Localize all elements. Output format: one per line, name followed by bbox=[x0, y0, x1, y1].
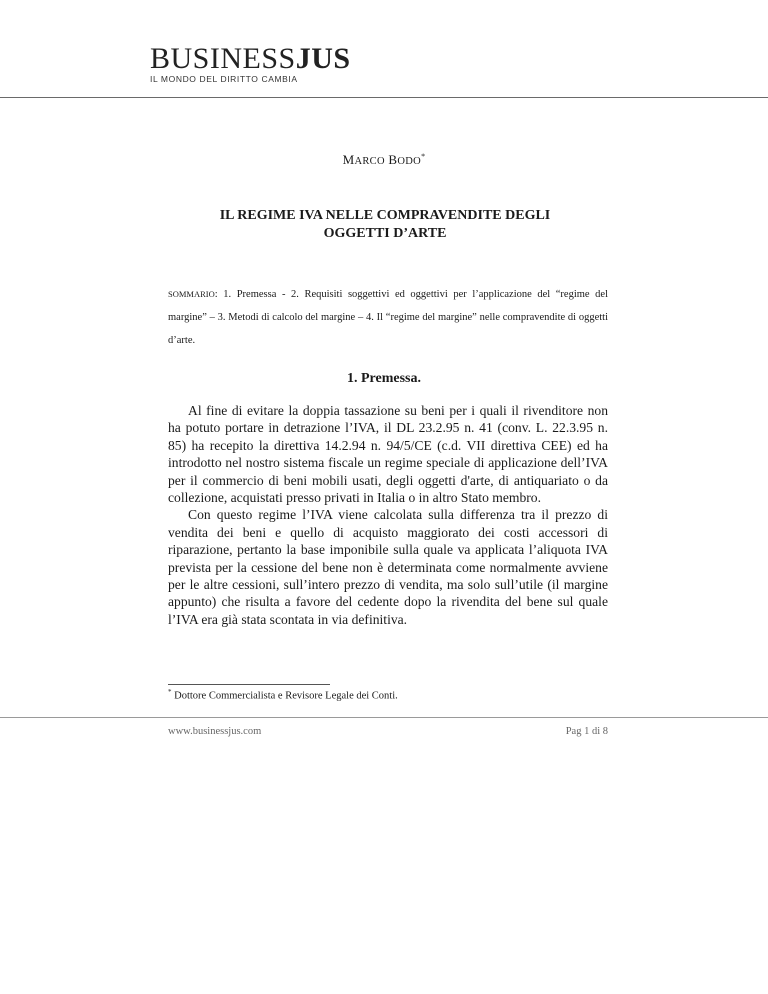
title-line-2: OGGETTI D’ARTE bbox=[323, 226, 447, 241]
businessjus-logo bbox=[150, 44, 351, 84]
header-divider bbox=[0, 97, 768, 98]
author-line bbox=[0, 152, 768, 168]
footnote bbox=[168, 688, 398, 702]
summary-text: : 1. Premessa - 2. Requisiti soggettivi ed oggettivi per l’applicazione del “regime del margine” – 3. Metodi di calcolo del margine – 4. Il “regime del margine” nelle compravendite di oggetti d’arte. bbox=[168, 289, 608, 346]
footnote-text: Dottore Commercialista e Revisore Legale dei Conti. bbox=[174, 690, 398, 702]
summary-label: SOMMARIO bbox=[168, 289, 215, 299]
title-line-1: IL REGIME IVA NELLE COMPRAVENDITE DEGLI bbox=[219, 208, 551, 223]
body-text bbox=[168, 402, 608, 628]
footnote-mark: * bbox=[168, 688, 172, 696]
footer-divider bbox=[0, 717, 768, 718]
logo-tagline: IL MONDO DEL DIRITTO CAMBIA bbox=[150, 74, 298, 84]
section-heading: 1. Premessa. bbox=[347, 371, 421, 386]
footnote-divider bbox=[168, 684, 330, 685]
logo-business: BUSINESS bbox=[150, 42, 296, 75]
author-footnote-mark: * bbox=[421, 152, 426, 161]
author-name: MARCO BODO bbox=[342, 152, 422, 168]
summary bbox=[168, 283, 608, 352]
paragraph: Al fine di evitare la doppia tassazione su beni per i quali il rivenditore non ha potuto portare in detrazione l’IVA, il DL 23.2.95 n. 41 (conv. L. 22.3.95 n. 85) ha recepito la direttiva 14.2.94 n. 94/5/CE (c.d. VII direttiva CEE) ed ha introdotto nel nostro sistema fiscale un regime speciale di applicazione dell’IVA per il commercio di beni mobili usati, degli oggetti d'arte, di antiquariato o da collezione, acquistati presso privati in Italia o in altro Stato membro. bbox=[168, 403, 608, 506]
footer-url: www.businessjus.com bbox=[168, 726, 262, 737]
article-title bbox=[170, 207, 600, 243]
logo-wordmark bbox=[150, 44, 351, 74]
page-number: Pag 1 di 8 bbox=[565, 726, 608, 737]
logo-jus: JUS bbox=[295, 42, 351, 75]
paragraph: Con questo regime l’IVA viene calcolata sulla differenza tra il prezzo di vendita dei beni e quello di acquisto maggiorato dei costi accessori di riparazione, pertanto la base imponibile sulla quale va applicata l’aliquota IVA prevista per la cessione del bene non è determinata come normalmente avviene per le altre cessioni, sull’intero prezzo di vendita, ma solo sull’utile (il margine appunto) che risulta a favore del cedente dopo la rivendita del bene sul quale l’IVA era già stata scontata in via definitiva. bbox=[168, 507, 608, 627]
